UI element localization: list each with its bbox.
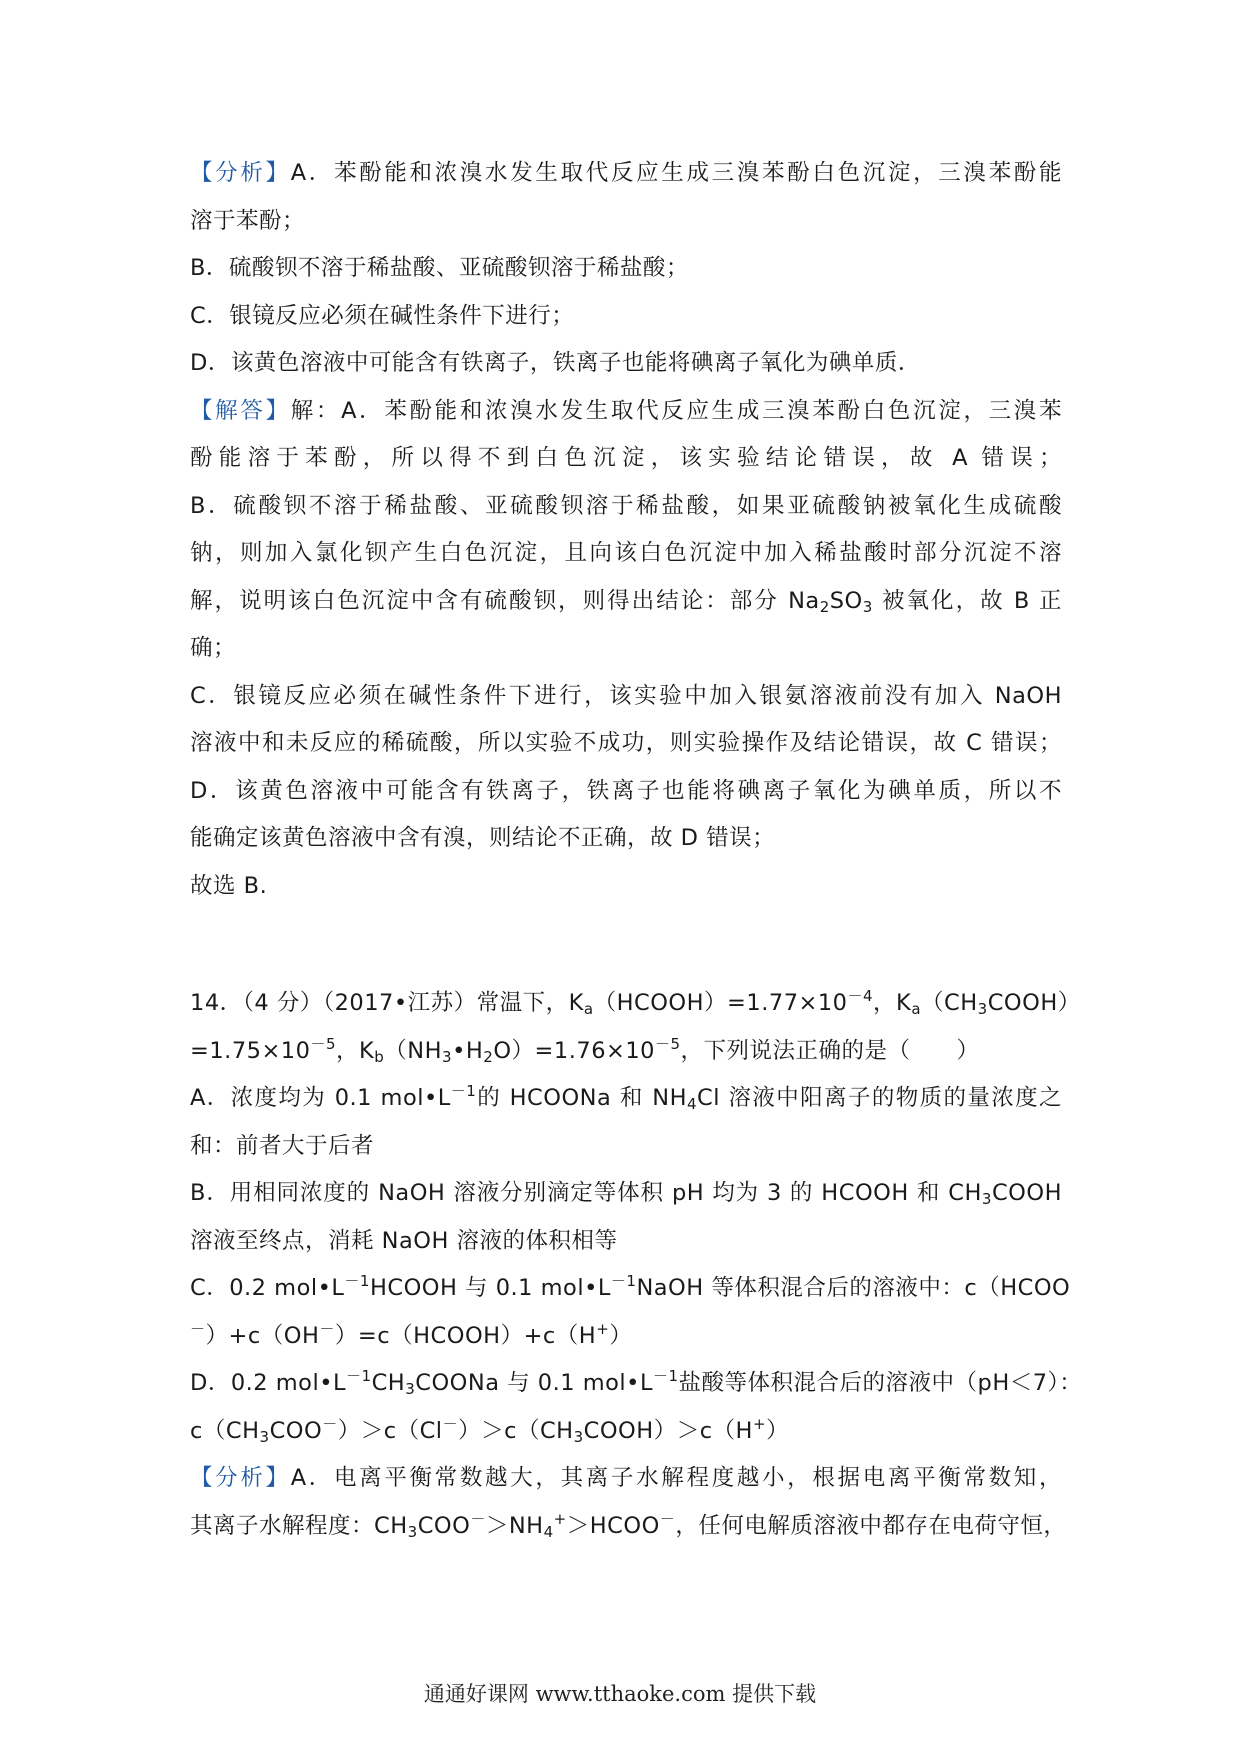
superscript: －1	[344, 1272, 370, 1290]
text-run: A．浓度均为 0.1 mol•L	[190, 1085, 451, 1111]
q14-option-a-line-1	[190, 1075, 1062, 1123]
text-run: COONa 与 0.1 mol•L	[415, 1370, 653, 1396]
text-run: ＞NH	[485, 1512, 544, 1539]
text-run: A．电离平衡常数越大，其离子水解程度越小，根据电离平衡常数知，	[290, 1465, 1062, 1491]
text-run: =1.75×10	[190, 1037, 311, 1064]
q13-analysis-text: A．苯酚能和浓溴水发生取代反应生成三溴苯酚白色沉淀，三溴苯酚能	[290, 160, 1062, 186]
answer-tag: 【解答】	[190, 397, 291, 424]
text-run: B．用相同浓度的 NaOH 溶液分别滴定等体积 pH 均为 3 的 HCOOH 和 CH	[190, 1180, 982, 1206]
text-run: ，K	[873, 990, 912, 1016]
superscript: －1	[652, 1367, 679, 1385]
subscript: b	[374, 1047, 385, 1066]
text-run: ）+c（OH	[205, 1322, 320, 1349]
q13-answer-line-4: 钠，则加入氯化钡产生白色沉淀，且向该白色沉淀中加入稀盐酸时部分沉淀不溶	[190, 540, 1062, 566]
q13-answer-line-11: 故选 B.	[190, 872, 268, 899]
text-run: ，任何电解质溶液中都存在电荷守恒，	[675, 1512, 1067, 1539]
text-run: （CH	[921, 990, 978, 1016]
q13-answer-line-1	[190, 388, 1062, 436]
text-run: 被氧化，故 B 正	[872, 587, 1062, 614]
text-run: 盐酸等体积混合后的溶液中（pH＜7）：	[678, 1370, 1083, 1396]
analysis-tag: 【分析】	[190, 1465, 291, 1491]
q14-option-a-line-2: 和：前者大于后者	[190, 1132, 375, 1159]
text-run: O）=1.76×10	[493, 1037, 655, 1064]
page-footer: 通通好课网 www.tthaoke.com 提供下载	[423, 1682, 817, 1706]
text-run: HCOOH 与 0.1 mol•L	[369, 1275, 611, 1301]
q14-option-d-line-1	[190, 1360, 1083, 1408]
subscript: 3	[862, 597, 873, 616]
superscript: －1	[610, 1272, 637, 1290]
q13-answer-line-2: 酚能溶于苯酚，所以得不到白色沉淀，该实验结论错误，故 A 错误；	[190, 445, 1062, 471]
q13-answer-line-7: C．银镜反应必须在碱性条件下进行，该实验中加入银氨溶液前没有加入 NaOH	[190, 682, 1062, 709]
text-run: D．0.2 mol•L	[190, 1370, 347, 1396]
q14-stem-line-2	[190, 1028, 1062, 1076]
text-run: 14．（4 分）（2017•江苏）常温下，K	[190, 990, 584, 1016]
subscript: 3	[405, 1380, 416, 1398]
text-run: CH	[371, 1370, 406, 1396]
superscript: －5	[655, 1034, 681, 1053]
q13-answer-line-6: 确；	[190, 635, 237, 661]
section-gap	[190, 910, 1062, 980]
superscript: －1	[346, 1367, 372, 1385]
superscript: －	[190, 1319, 206, 1338]
q14-stem-line-1	[190, 980, 1081, 1028]
text-run: 的 HCOONa 和 NH	[476, 1085, 687, 1111]
subscript: 2	[819, 597, 830, 616]
text-run: COO	[417, 1512, 471, 1539]
text-run: ）＞c（CH	[458, 1417, 574, 1444]
subscript: 3	[259, 1427, 270, 1446]
q14-option-c-line-1	[190, 1265, 1071, 1313]
text-run: （NH	[384, 1037, 443, 1064]
subscript: 3	[573, 1427, 584, 1446]
text-run: ，下列说法正确的是（ ）	[680, 1037, 980, 1064]
subscript: 3	[442, 1047, 453, 1066]
analysis-tag: 【分析】	[190, 160, 291, 186]
q13-answer-line-8: 溶液中和未反应的稀硫酸，所以实验不成功，则实验操作及结论错误，故 C 错误；	[190, 730, 1062, 756]
text-run: COOH）＞c（H	[583, 1417, 753, 1444]
text-run: •H	[452, 1037, 484, 1064]
subscript: 3	[977, 1000, 988, 1018]
q13-answer-line-3: B．硫酸钡不溶于稀盐酸、亚硫酸钡溶于稀盐酸，如果亚硫酸钠被氧化生成硫酸	[190, 492, 1062, 519]
superscript: －	[319, 1319, 335, 1338]
text-run: SO	[829, 587, 863, 614]
subscript: 3	[407, 1522, 418, 1541]
text-run: ，K	[335, 1037, 375, 1064]
q14-analysis-line-1	[190, 1455, 1062, 1503]
text-run: ）＞c（Cl	[337, 1417, 443, 1444]
text-run: COOH）	[987, 990, 1081, 1016]
text-run: Cl 溶液中阳离子的物质的量浓度之	[697, 1085, 1062, 1111]
text-run: ）=c（HCOOH）+c（H	[334, 1322, 597, 1349]
superscript: －	[470, 1509, 486, 1528]
q14-option-c-line-2	[190, 1313, 1062, 1361]
text-run: ）	[766, 1417, 790, 1444]
text-run: （HCOOH）=1.77×10	[593, 990, 848, 1016]
q13-answer-line-5	[190, 578, 1062, 626]
subscript: 2	[483, 1047, 494, 1066]
text-run: ）	[609, 1322, 633, 1349]
q13-analysis-line-3: B．硫酸钡不溶于稀盐酸、亚硫酸钡溶于稀盐酸；	[190, 255, 689, 281]
q14-option-b-line-2: 溶液至终点，消耗 NaOH 溶液的体积相等	[190, 1227, 618, 1254]
q13-analysis-line-1	[190, 150, 1062, 198]
q13-analysis-line-2: 溶于苯酚；	[190, 207, 306, 234]
text-run: 解，说明该白色沉淀中含有硫酸钡，则得出结论：部分 Na	[190, 587, 820, 614]
superscript: －5	[310, 1034, 336, 1053]
text-run: c（CH	[190, 1417, 260, 1444]
q14-option-b-line-1	[190, 1170, 1062, 1218]
q13-answer-line-9: D．该黄色溶液中可能含有铁离子，铁离子也能将碘离子氧化为碘单质，所以不	[190, 777, 1062, 804]
text-run: COO	[269, 1417, 323, 1444]
q13-analysis-line-4: C．银镜反应必须在碱性条件下进行；	[190, 302, 575, 329]
subscript: 4	[687, 1095, 698, 1113]
q13-answer-line-10: 能确定该黄色溶液中含有溴，则结论不正确，故 D 错误；	[190, 825, 776, 851]
superscript: －	[442, 1414, 459, 1433]
subscript: a	[911, 1000, 922, 1018]
q13-answer-text: 解：A．苯酚能和浓溴水发生取代反应生成三溴苯酚白色沉淀，三溴苯	[290, 397, 1062, 424]
text-run: ＞HCOO	[566, 1512, 660, 1539]
subscript: 3	[981, 1190, 992, 1208]
superscript: +	[752, 1414, 767, 1433]
superscript: －	[659, 1509, 676, 1528]
document-body	[190, 150, 1083, 1550]
q13-analysis-line-5: D．该黄色溶液中可能含有铁离子，铁离子也能将碘离子氧化为碘单质．	[190, 350, 921, 376]
superscript: +	[596, 1319, 610, 1338]
q14-analysis-line-2	[190, 1503, 1067, 1551]
superscript: +	[553, 1509, 567, 1528]
subscript: 4	[543, 1522, 554, 1541]
text-run: COOH	[991, 1180, 1062, 1206]
subscript: a	[583, 1000, 594, 1018]
superscript: －4	[847, 987, 874, 1005]
text-run: 其离子水解程度：CH	[190, 1512, 408, 1539]
q14-option-d-line-2	[190, 1408, 1062, 1456]
superscript: －1	[450, 1082, 477, 1100]
text-run: C．0.2 mol•L	[190, 1275, 345, 1301]
superscript: －	[322, 1414, 338, 1433]
text-run: NaOH 等体积混合后的溶液中：c（HCOO	[636, 1275, 1071, 1301]
